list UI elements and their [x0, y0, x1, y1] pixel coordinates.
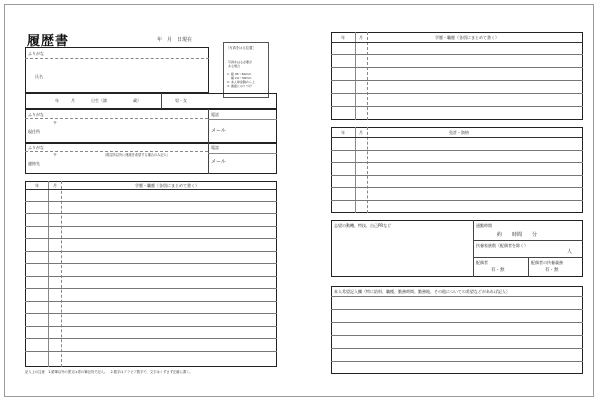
history-left-rows: [25, 181, 277, 367]
footer-note: 記入上の注意 1.鉛筆以外の黒又は青の筆記具で記入。 2.数字はアラビア数字で、文字はくずさず正確に書く。: [25, 370, 193, 374]
photo-line-5: 2. 本人単身胸から上: [227, 80, 255, 84]
birth-row: [25, 93, 277, 109]
history-left-col-content: 学歴・職歴（各別にまとめて書く）: [135, 183, 199, 188]
motivation-label: 志望の動機、特技、自己PRなど: [334, 223, 392, 228]
name-field[interactable]: [53, 59, 207, 91]
resume-sheet: [4, 4, 594, 397]
licenses-rows: [331, 127, 583, 213]
photo-title: ［写真をはる位置］: [226, 46, 256, 50]
commute-value[interactable]: 約 時間 分: [497, 232, 538, 238]
birth-day-label: 日生（満: [91, 98, 107, 103]
address-email-label: メール: [211, 128, 226, 134]
dependents-label: 扶養家族数（配偶者を除く）: [476, 243, 528, 248]
address-furigana-label: ふりがな: [28, 112, 44, 117]
history-right-col-content: 学歴・職歴（各別にまとめて書く）: [435, 35, 499, 40]
dependents-value[interactable]: 人: [567, 249, 573, 255]
address-postal-mark: 〒: [53, 120, 57, 125]
address-phone-divider: [208, 109, 209, 143]
birth-divider: [161, 93, 162, 109]
form-title: 履歴書: [27, 34, 70, 49]
photo-line-3: 1. 縦 36～40mm: [227, 72, 252, 76]
wishes-rows: [331, 286, 583, 374]
birth-month-label: 月: [71, 98, 75, 103]
contact-phone-line: [208, 153, 277, 154]
history-right-col-year: 年: [341, 35, 345, 40]
birth-age-label: 歳）: [133, 98, 141, 103]
spouse-value[interactable]: 有・無: [491, 268, 505, 273]
contact-email-label: メール: [211, 159, 226, 165]
photo-box[interactable]: [223, 42, 269, 98]
address-field[interactable]: [53, 119, 207, 142]
licenses-col-content: 免許・資格: [449, 130, 469, 135]
history-right-rows: [331, 32, 583, 120]
spouse-support-label: 配偶者の扶養義務: [531, 260, 563, 265]
contact-phone-divider: [208, 143, 209, 174]
motivation-divider: [473, 220, 474, 277]
contact-note: （現住所以外に連絡を希望する場合のみ記入）: [103, 153, 170, 157]
address-phone-line: [208, 119, 277, 120]
photo-line-2: ある場合: [228, 64, 241, 68]
contact-field[interactable]: [53, 157, 207, 173]
contact-phone-label: 電話: [211, 145, 219, 150]
motivation-field[interactable]: [332, 231, 472, 276]
address-phone-label: 電話: [211, 112, 219, 117]
commute-line: [473, 240, 583, 241]
history-right-col-month: 月: [359, 35, 363, 40]
spouse-label: 配偶者: [476, 260, 488, 265]
spouse-support-value[interactable]: 有・無: [545, 268, 559, 273]
licenses-col-month: 月: [359, 130, 363, 135]
history-left-col-month: 月: [53, 183, 57, 188]
date-label: 年 月 日現在: [157, 37, 193, 43]
birth-year-label: 年: [55, 98, 59, 103]
name-label: 氏名: [35, 74, 43, 79]
photo-line-4: 横 24～30mm: [227, 76, 252, 80]
contact-furigana-label: ふりがな: [28, 145, 44, 150]
spouse-divider: [528, 257, 529, 277]
name-furigana-label: ふりがな: [28, 51, 44, 56]
gender-label[interactable]: 男・女: [175, 98, 187, 103]
address-label: 現住所: [28, 129, 40, 134]
licenses-col-year: 年: [341, 130, 345, 135]
contact-label: 連絡先: [28, 161, 40, 166]
commute-label: 通勤時間: [476, 223, 492, 228]
photo-line-6: 3. 裏面にのりづけ: [227, 84, 252, 88]
contact-postal-mark: 〒: [53, 152, 57, 157]
photo-line-1: 写真をはる必要が: [228, 60, 253, 64]
wishes-label: 本人希望記入欄（特に給料、職種、勤務時間、勤務地、その他についての希望などがあれば記入）: [334, 289, 510, 294]
history-left-col-year: 年: [35, 183, 39, 188]
